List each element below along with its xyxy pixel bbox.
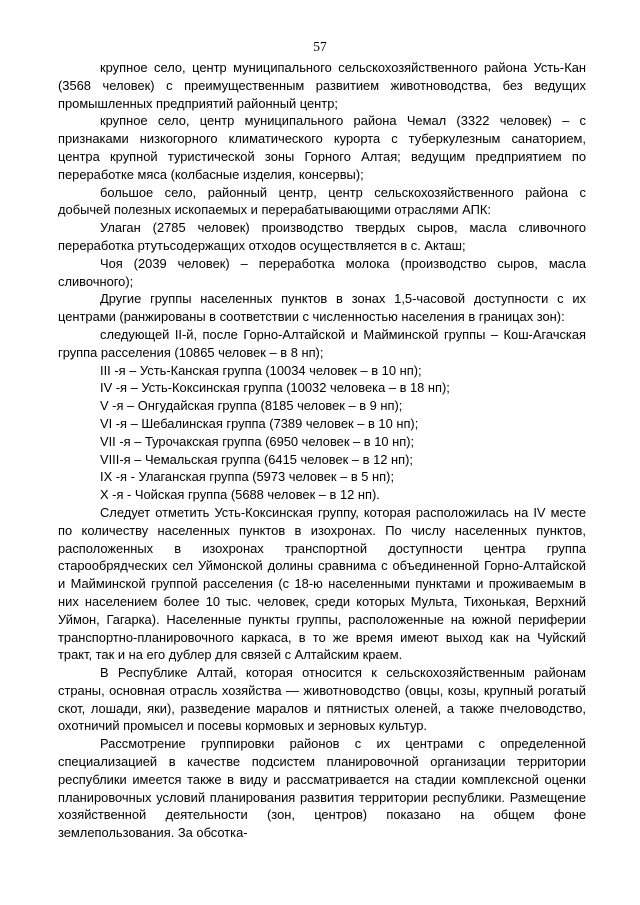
body-text [58, 59, 586, 842]
paragraph: В Республике Алтай, которая относится к сельскохозяйственным районам страны, основная отрасль хозяйства — животноводство (овцы, козы, крупный рогатый скот, лошади, яки), разведение маралов и пятнистых оленей, а также пчеловодство, охотничий промысел и посевы кормовых и зерновых культур. [58, 665, 586, 734]
paragraph: Следует отметить Усть-Коксинская группу, которая расположилась на IV месте по количеству населенных пунктов в изохронах. По числу населенных пунктов, расположенных в изохронах транспортной доступности центра группа старообрядческих сел Уймонской долины сравнима с объединенной Горно-Алтайской и Майминской группой расселения (с 18-ю населенными пунктами и проживаемым в них населением более 10 тыс. человек, среди которых Мульта, Тихонькая, Верхний Уймон, Гагарка). Населенные пункты группы, расположенные на южной периферии транспортно-планировочного каркаса, в то же время имеют выход как на Чуйский тракт, так и на его дублер для связей с Алтайским краем. [58, 504, 586, 663]
list-item: VII -я – Турочакская группа (6950 человек – в 10 нп); [100, 433, 415, 449]
list-item: IX -я - Улаганская группа (5973 человек – в 5 нп); [100, 469, 395, 485]
paragraph: крупное село, центр муниципального сельскохозяйственного района Усть-Кан (3568 человек) с преимущественным развитием животноводства, без ведущих промышленных предприятий районный центр; [58, 60, 586, 111]
list-item: III -я – Усть-Канская группа (10034 человек – в 10 нп); [100, 362, 422, 378]
paragraph: следующей II-й, после Горно-Алтайской и Майминской группы – Кош-Агачская группа расселения (10865 человек – в 8 нп); [58, 326, 586, 360]
paragraph: крупное село, центр муниципального района Чемал (3322 человек) – с признаками низкогорного климатического курорта с туберкулезным санаторием, центра крупной туристической зоны Горного Алтая; ведущим предприятием по переработке мяса (колбасные изделия, консервы); [58, 113, 586, 182]
paragraph: большое село, районный центр, центр сельскохозяйственного района с добычей полезных ископаемых и перерабатывающими отраслями АПК: [58, 184, 586, 218]
list-item: VI -я – Шебалинская группа (7389 человек – в 10 нп); [100, 415, 419, 431]
list-item: IV -я – Усть-Коксинская группа (10032 человека – в 18 нп); [100, 380, 450, 396]
paragraph: Чоя (2039 человек) – переработка молока (производство сыров, масла сливочного); [58, 255, 586, 289]
list-item: VIII-я – Чемальская группа (6415 человек – в 12 нп); [100, 451, 413, 467]
page-number: 57 [313, 39, 327, 54]
list-item: X -я - Чойская группа (5688 человек – в 12 нп). [100, 487, 380, 503]
paragraph: Улаган (2785 человек) производство твердых сыров, масла сливочного переработка ртутьсодержащих отходов осуществляется в с. Акташ; [58, 220, 586, 253]
list-item: V -я – Онгудайская группа (8185 человек – в 9 нп); [100, 398, 403, 414]
paragraph: Другие группы населенных пунктов в зонах 1,5-часовой доступности с их центрами (ранжированы в соответствии с численностью населения в границах зон): [58, 291, 586, 325]
paragraph: Рассмотрение группировки районов с их центрами с определенной специализацией в качестве подсистем планировочной организации территории республики имеется также в виду и рассматривается на стадии комплексной оценки планировочных условий планирования развития территории республики. Размещение хозяйственной деятельности (зон, центров) показано на общем фоне землепользования. За обсотка- [58, 736, 586, 841]
